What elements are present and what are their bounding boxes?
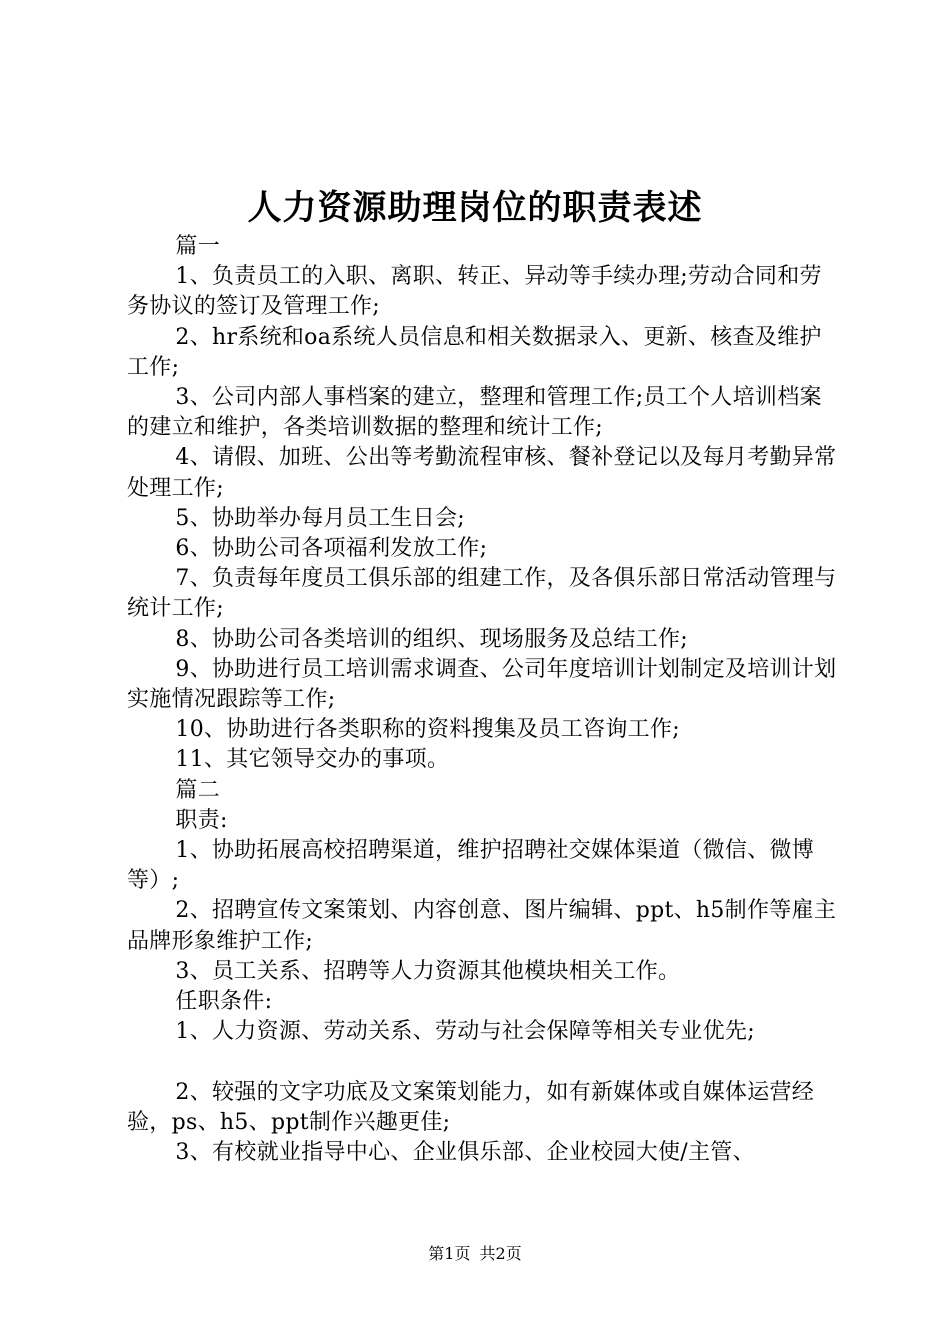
paragraph: 1、协助拓展高校招聘渠道，维护招聘社交媒体渠道（微信、微博等）; [127, 838, 815, 894]
page-total: 共2页 [479, 1244, 522, 1263]
blank-line [127, 1047, 843, 1077]
subheading-requirements: 任职条件: [175, 989, 273, 1015]
section-heading-2: 篇二 [175, 777, 220, 803]
subheading-duties: 职责: [175, 807, 228, 833]
document-body [127, 232, 843, 1168]
document-title: 人力资源助理岗位的职责表述 [247, 188, 703, 228]
paragraph: 2、较强的文字功底及文案策划能力，如有新媒体或自媒体运营经验，ps、h5、ppt制作兴趣更佳; [127, 1079, 815, 1135]
paragraph: 3、公司内部人事档案的建立，整理和管理工作;员工个人培训档案的建立和维护，各类培训数据的整理和统计工作; [127, 385, 822, 441]
paragraph: 3、有校就业指导中心、企业俱乐部、企业校园大使/主管、 [175, 1140, 755, 1166]
paragraph: 3、员工关系、招聘等人力资源其他模块相关工作。 [175, 958, 681, 984]
paragraph: 1、人力资源、劳动关系、劳动与社会保障等相关专业优先; [175, 1019, 755, 1045]
paragraph: 7、负责每年度员工俱乐部的组建工作，及各俱乐部日常活动管理与统计工作; [127, 566, 837, 622]
paragraph: 2、hr系统和oa系统人员信息和相关数据录入、更新、核查及维护工作; [127, 324, 822, 380]
paragraph: 10、协助进行各类职称的资料搜集及员工咨询工作; [175, 717, 680, 743]
paragraph: 2、招聘宣传文案策划、内容创意、图片编辑、ppt、h5制作等雇主品牌形象维护工作; [127, 898, 837, 954]
paragraph: 5、协助举办每月员工生日会; [175, 505, 466, 531]
page-footer [0, 1243, 950, 1265]
paragraph: 6、协助公司各项福利发放工作; [175, 536, 488, 562]
paragraph: 8、协助公司各类培训的组织、现场服务及总结工作; [175, 626, 689, 652]
paragraph: 9、协助进行员工培训需求调查、公司年度培训计划制定及培训计划实施情况跟踪等工作; [127, 656, 837, 713]
paragraph: 4、请假、加班、公出等考勤流程审核、餐补登记以及每月考勤异常处理工作; [127, 445, 837, 501]
paragraph: 11、其它领导交办的事项。 [175, 747, 450, 773]
page-number: 第1页 [428, 1244, 471, 1263]
section-heading-1: 篇一 [175, 234, 220, 259]
paragraph: 1、负责员工的入职、离职、转正、异动等手续办理;劳动合同和劳务协议的签订及管理工作; [127, 264, 822, 320]
